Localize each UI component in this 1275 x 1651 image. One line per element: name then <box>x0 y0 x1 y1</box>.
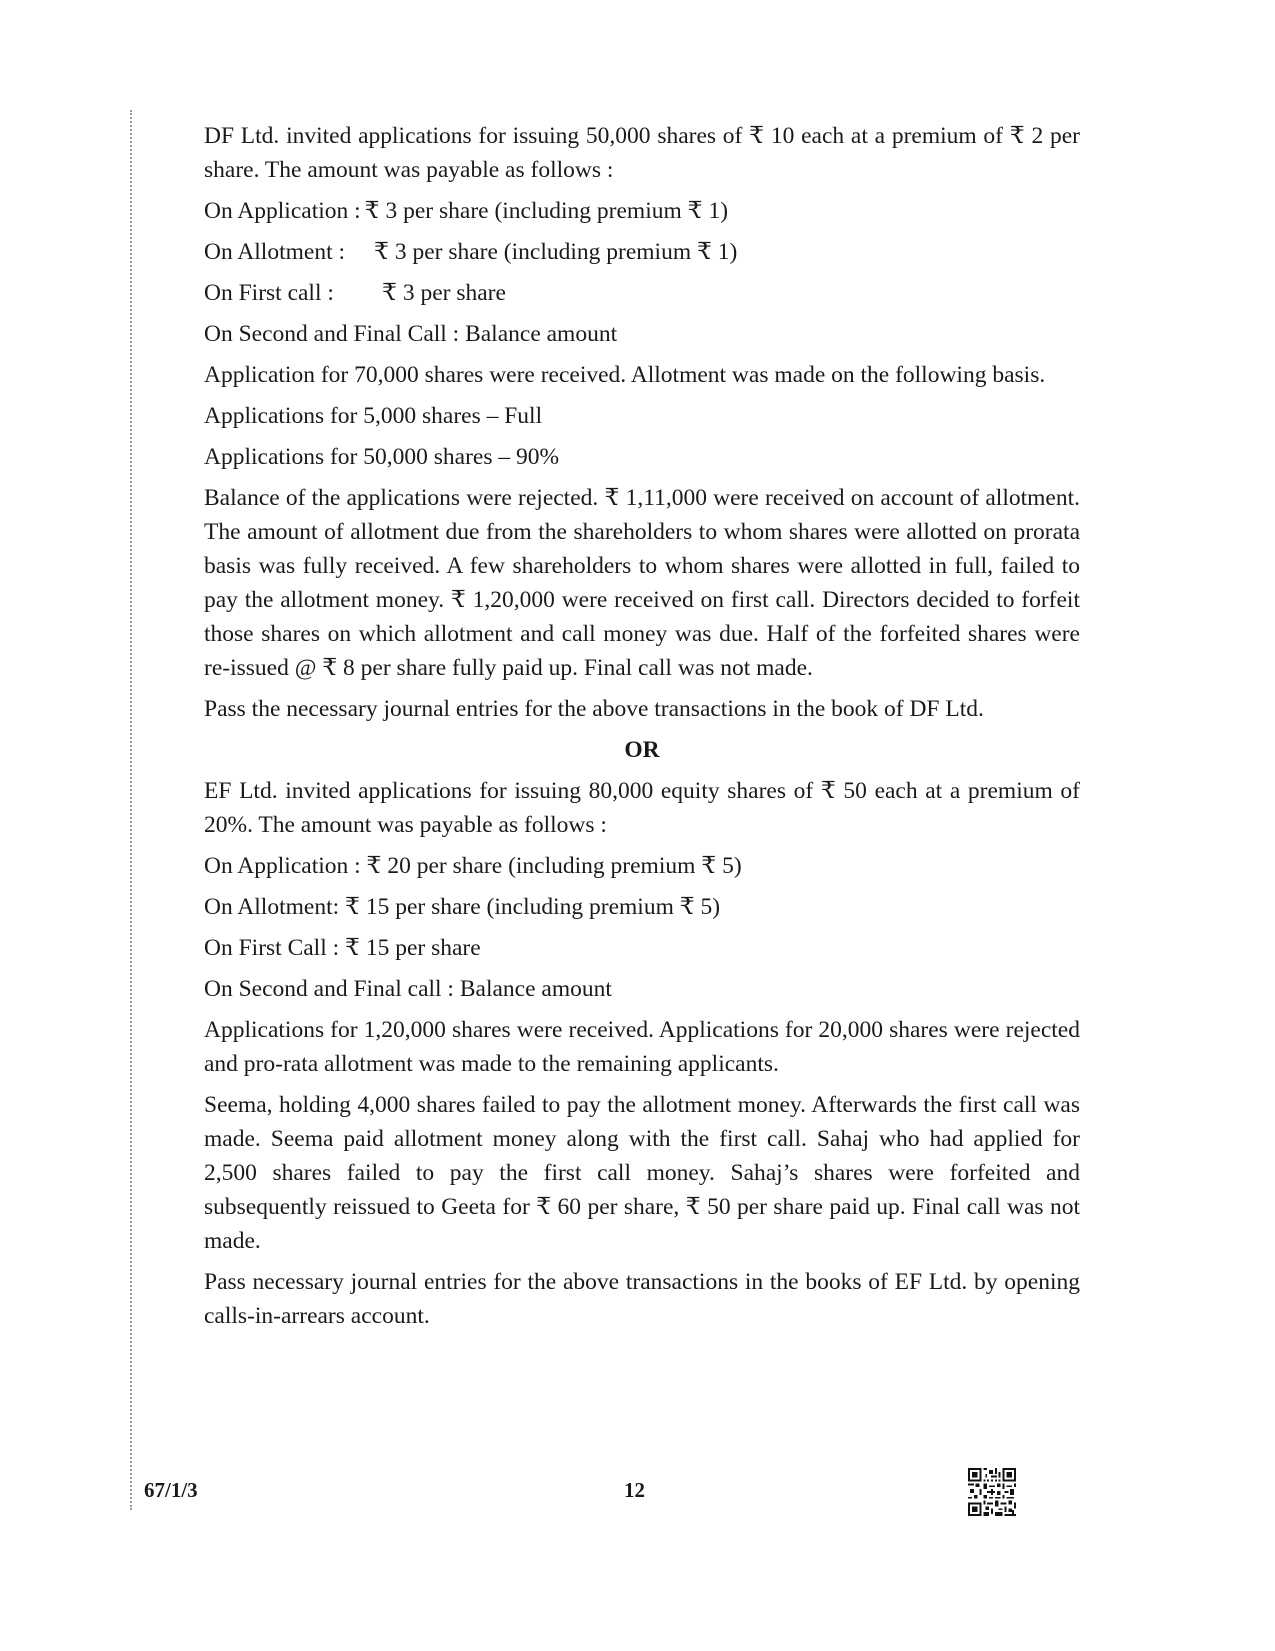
ef-second-call-term: On Second and Final call : Balance amount <box>204 976 612 1002</box>
ef-intro-paragraph: EF Ltd. invited applications for issuing 80,000 equity shares of ₹ 50 each at a premium of 20%. The amount was payable as follows : <box>204 778 1080 838</box>
df-basis-ninety-percent: Applications for 50,000 shares – 90% <box>204 444 560 470</box>
df-allotment-value: ₹ 3 per share (including premium ₹ 1) <box>374 239 738 265</box>
ef-instruction: Pass necessary journal entries for the above transactions in the books of EF Ltd. by opening calls-in-arrears account. <box>204 1269 1080 1329</box>
df-application-label: On Application : <box>204 198 361 224</box>
ef-allotment-term: On Allotment: ₹ 15 per share (including premium ₹ 5) <box>204 894 721 920</box>
qr-code-icon <box>968 1468 1016 1516</box>
ef-application-term: On Application : ₹ 20 per share (including premium ₹ 5) <box>204 853 742 879</box>
question-content <box>204 119 1080 1340</box>
df-first-call-value: ₹ 3 per share <box>382 280 506 306</box>
df-application-term <box>204 194 1080 228</box>
df-intro-paragraph: DF Ltd. invited applications for issuing 50,000 shares of ₹ 10 each at a premium of ₹ 2 per share. The amount was payable as follows : <box>204 123 1080 183</box>
df-instruction: Pass the necessary journal entries for the above transactions in the book of DF Ltd. <box>204 696 984 722</box>
df-details-paragraph: Balance of the applications were rejected. ₹ 1,11,000 were received on account of allotment. The amount of allotment due from the shareholders to whom shares were allotted on prorata basis was fully received. A few shareholders to whom shares were allotted in full, failed to pay the allotment money. ₹ 1,20,000 were received on first call. Directors decided to forfeit those shares on which allotment and call money was due. Half of the forfeited shares were re-issued @ ₹ 8 per share fully paid up. Final call was not made. <box>204 485 1080 681</box>
ef-details-paragraph: Seema, holding 4,000 shares failed to pay the allotment money. Afterwards the first call was made. Seema paid allotment money along with the first call. Sahaj who had applied for 2,500 shares failed to pay the first call money. Sahaj’s shares were forfeited and subsequently reissued to Geeta for ₹ 60 per share, ₹ 50 per share paid up. Final call was not made. <box>204 1092 1080 1254</box>
df-allotment-term <box>204 235 1080 269</box>
ef-applications-paragraph: Applications for 1,20,000 shares were received. Applications for 20,000 shares were rejected and pro-rata allotment was made to the remaining applicants. <box>204 1017 1080 1077</box>
df-second-call-term: On Second and Final Call : Balance amount <box>204 321 618 347</box>
page-number: 12 <box>624 1478 645 1502</box>
margin-dotted-line <box>130 110 132 1510</box>
df-first-call-label: On First call : <box>204 280 334 306</box>
df-allotment-label: On Allotment : <box>204 239 345 265</box>
df-applications-received-paragraph: Application for 70,000 shares were received. Allotment was made on the following basis. <box>204 362 1046 388</box>
df-basis-full: Applications for 5,000 shares – Full <box>204 403 543 429</box>
df-application-value: ₹ 3 per share (including premium ₹ 1) <box>364 198 729 224</box>
or-heading: OR <box>624 737 660 763</box>
paper-code: 67/1/3 <box>144 1478 198 1502</box>
df-first-call-term <box>204 276 1080 310</box>
ef-first-call-term: On First Call : ₹ 15 per share <box>204 935 481 961</box>
